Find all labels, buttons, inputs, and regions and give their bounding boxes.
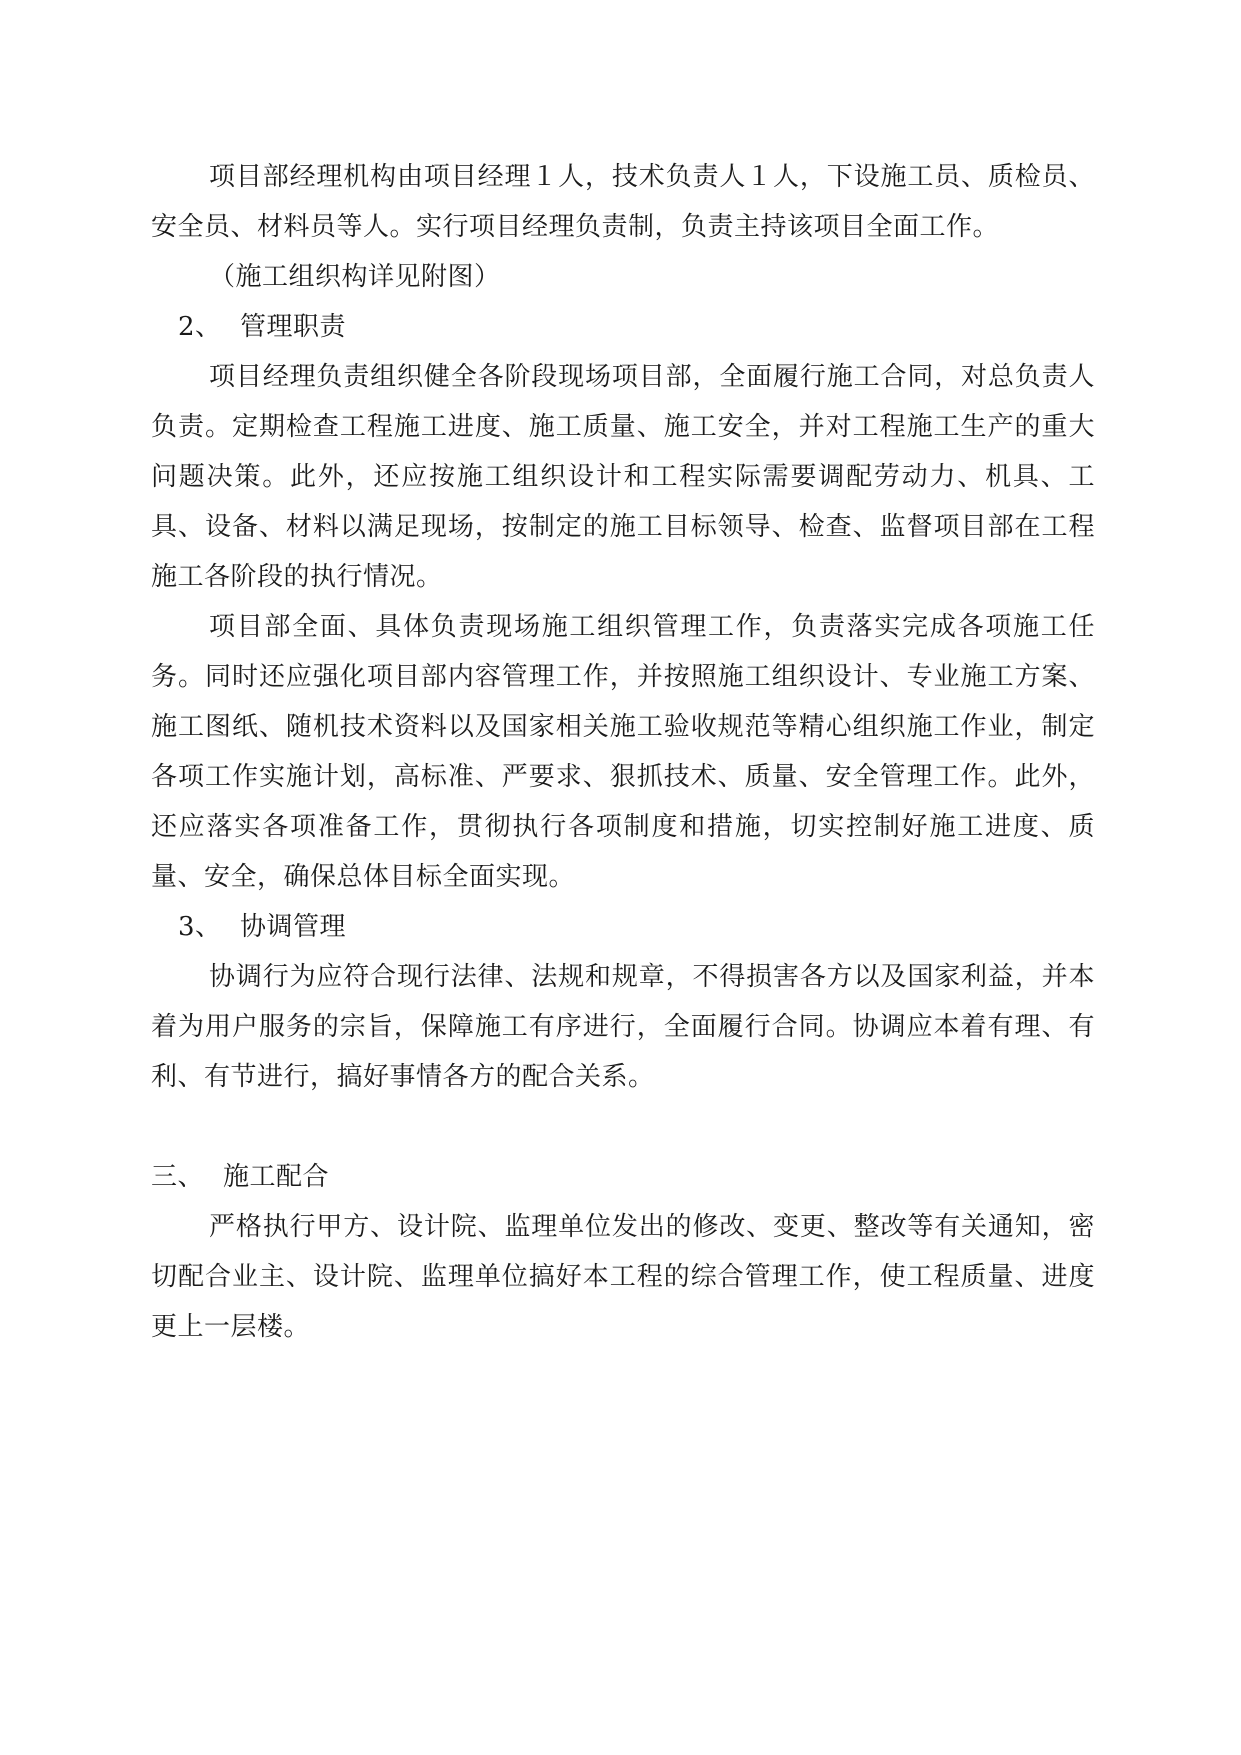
- heading-number: 三、: [151, 1162, 205, 1192]
- heading-number: 3、: [178, 912, 222, 942]
- heading-title: 施工配合: [223, 1162, 330, 1192]
- paragraph-coordination: 协调行为应符合现行法律、法规和规章，不得损害各方以及国家利益，并本着为用户服务的宗旨，保障施工有序进行，全面履行合同。协调应本着有理、有利、有节进行，搞好事情各方的配合关系。: [151, 962, 1095, 1092]
- paragraph-project-structure: 项目部经理机构由项目经理１人，技术负责人１人，下设施工员、质检员、安全员、材料员等人。实行项目经理负责制，负责主持该项目全面工作。: [151, 162, 1095, 242]
- paragraph-org-chart-note: （施工组织构详见附图）: [209, 262, 501, 292]
- heading-title: 协调管理: [240, 912, 347, 942]
- blank-line: [151, 1102, 1095, 1152]
- document-body: [151, 152, 1095, 1352]
- heading-construction-cooperation: [151, 1152, 1095, 1202]
- heading-coordination: [151, 902, 1095, 952]
- paragraph-manager-duties: 项目经理负责组织健全各阶段现场项目部，全面履行施工合同，对总负责人负责。定期检查工程施工进度、施工质量、施工安全，并对工程施工生产的重大问题决策。此外，还应按施工组织设计和工程实际需要调配劳动力、机具、工具、设备、材料以满足现场，按制定的施工目标领导、检查、监督项目部在工程施工各阶段的执行情况。: [151, 362, 1095, 592]
- paragraph-department-duties: 项目部全面、具体负责现场施工组织管理工作，负责落实完成各项施工任务。同时还应强化项目部内容管理工作，并按照施工组织设计、专业施工方案、施工图纸、随机技术资料以及国家相关施工验收规范等精心组织施工作业，制定各项工作实施计划，高标准、严要求、狠抓技术、质量、安全管理工作。此外，还应落实各项准备工作，贯彻执行各项制度和措施，切实控制好施工进度、质量、安全，确保总体目标全面实现。: [151, 612, 1095, 892]
- heading-number: 2、: [178, 312, 222, 342]
- paragraph-cooperation: 严格执行甲方、设计院、监理单位发出的修改、变更、整改等有关通知，密切配合业主、设计院、监理单位搞好本工程的综合管理工作，使工程质量、进度更上一层楼。: [151, 1212, 1095, 1342]
- heading-title: 管理职责: [240, 312, 347, 342]
- heading-management-duties: [151, 302, 1095, 352]
